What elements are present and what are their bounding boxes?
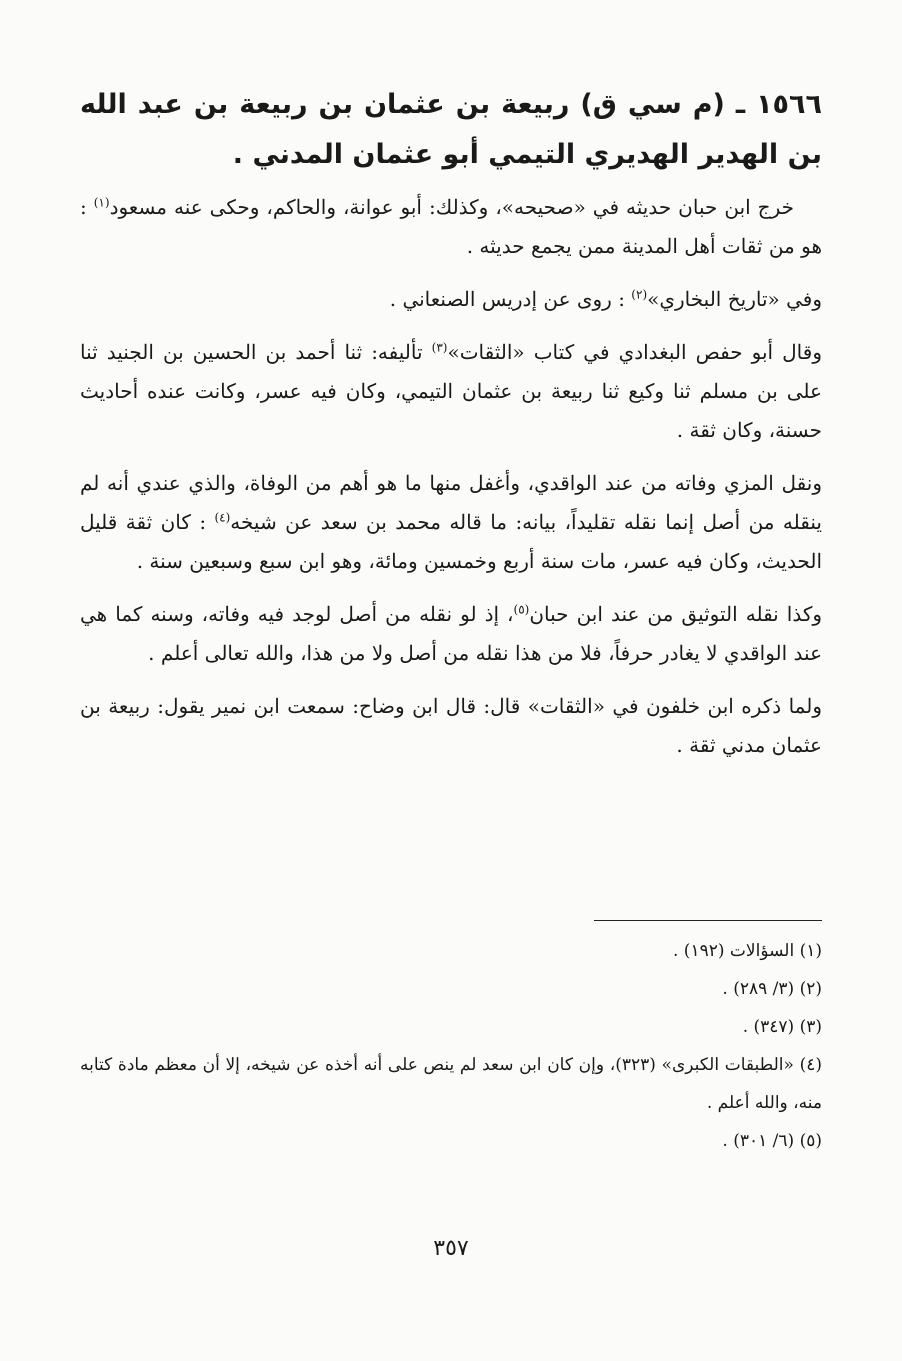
entry-heading: ١٥٦٦ ـ (م سي ق) ربيعة بن عثمان بن ربيعة بن عبد الله بن الهدير الهديري التيمي أبو عثمان المدني . <box>80 89 822 170</box>
footnote-ref-3: (٣) <box>431 340 448 355</box>
paragraph-6 <box>80 687 822 765</box>
footnote-3: (٣) (٣٤٧) . <box>742 1017 822 1037</box>
paragraph-1-text-cont: : هو من ثقات أهل المدينة ممن يجمع حديثه . <box>80 195 822 258</box>
paragraph-3 <box>80 333 822 450</box>
paragraph-1-text: خرج ابن حبان حديثه في «صحيحه»، وكذلك: أبو عوانة، والحاكم، وحكى عنه مسعود <box>109 195 794 219</box>
footnote-ref-1: (١) <box>93 195 110 210</box>
body-text <box>80 188 822 779</box>
page-number: ٣٥٧ <box>433 1236 469 1261</box>
paragraph-5-text: وكذا نقله التوثيق من عند ابن حبان <box>529 602 823 626</box>
paragraph-2-text: وفي «تاريخ البخاري» <box>647 287 822 311</box>
paragraph-3-text-cont: تأليفه: ثنا أحمد بن الحسين بن الجنيد ثنا على بن مسلم ثنا وكيع ثنا ربيعة بن عثمان التيمي، وكان فيه عسر، وكانت عنده أحاديث حسنة، وكان ثقة . <box>80 340 822 442</box>
footnote-4: (٤) «الطبقات الكبرى» (٣٢٣)، وإن كان ابن سعد لم ينص على أنه أخذه عن شيخه، إلا أن معظم مادة كتابه منه، والله أعلم . <box>80 1055 822 1113</box>
paragraph-5 <box>80 595 822 673</box>
footnote-1: (١) السؤالات (١٩٢) . <box>673 941 822 961</box>
paragraph-2-text-cont: : روى عن إدريس الصنعاني . <box>389 287 632 311</box>
paragraph-5-text-cont: ، إذ لو نقله من أصل لوجد فيه وفاته، وسنه كما هي عند الواقدي لا يغادر حرفاً، فلا من هذا نقله من أصل ولا من هذا، والله تعالى أعلم . <box>80 602 822 665</box>
paragraph-4-text-cont: : كان ثقة قليل الحديث، وكان فيه عسر، مات سنة أربع وخمسين ومائة، وهو ابن سبع وسبعين سنة . <box>80 510 822 573</box>
footnote-ref-2: (٢) <box>631 287 648 302</box>
footnote-ref-4: (٤) <box>214 510 231 525</box>
footnote-separator <box>594 920 822 921</box>
footnote-2: (٢) (٣/ ٢٨٩) . <box>722 979 822 999</box>
paragraph-2 <box>80 280 822 319</box>
footnotes <box>80 932 822 1160</box>
paragraph-6-text: ولما ذكره ابن خلفون في «الثقات» قال: قال ابن وضاح: سمعت ابن نمير يقول: ربيعة بن عثمان مدني ثقة . <box>80 694 822 757</box>
paragraph-4 <box>80 464 822 581</box>
paragraph-3-text: وقال أبو حفص البغدادي في كتاب «الثقات» <box>447 340 822 364</box>
paragraph-4-text: ونقل المزي وفاته من عند الواقدي، وأغفل منها ما هو أهم من الوفاة، والذي عندي أنه لم ينقله من أصل إنما نقله تقليداً، بيانه: ما قاله محمد بن سعد عن شيخه <box>80 471 822 534</box>
footnote-5: (٥) (٦/ ٣٠١) . <box>722 1131 822 1151</box>
paragraph-1 <box>80 188 822 266</box>
footnote-ref-5: (٥) <box>513 602 530 617</box>
